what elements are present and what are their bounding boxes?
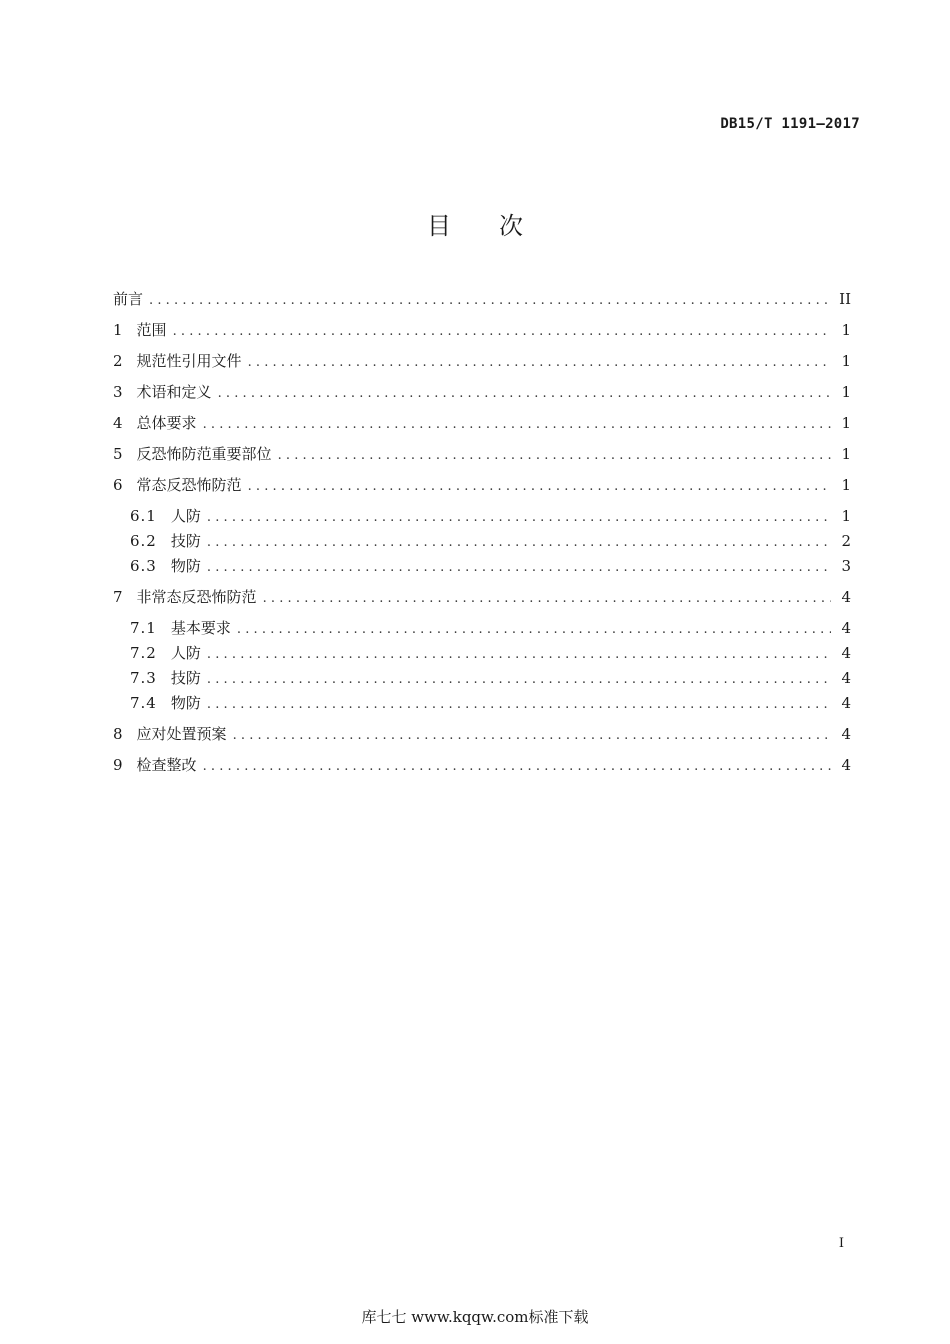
toc-entry-page: 4 <box>841 756 851 774</box>
toc-entry-number: 7 <box>113 588 123 606</box>
toc-leader-dots <box>278 443 831 468</box>
toc-leader-dots <box>149 288 831 313</box>
toc-entry-page: 4 <box>841 588 851 606</box>
toc-entry-number: 2 <box>113 352 123 370</box>
toc-entry-number: 5 <box>113 445 123 463</box>
toc-entry-4[interactable] <box>113 411 851 436</box>
toc-entry-page: 2 <box>841 532 851 550</box>
toc-entry-page: 3 <box>841 557 851 575</box>
toc-entry-label: 基本要求 <box>170 619 231 637</box>
toc-entry-7-3[interactable] <box>113 666 851 691</box>
toc-entry-6-1[interactable] <box>113 504 851 529</box>
toc-entry-9[interactable] <box>113 753 851 778</box>
toc-entry-label: 前言 <box>113 290 144 308</box>
toc-leader-dots <box>207 505 831 530</box>
toc-entry-label: 术语和定义 <box>136 383 212 401</box>
toc-entry-label: 非常态反恐怖防范 <box>136 588 257 606</box>
toc-entry-label: 反恐怖防范重要部位 <box>136 445 272 463</box>
toc-leader-dots <box>218 381 831 406</box>
toc-leader-dots <box>263 586 831 611</box>
toc-entry-6-3[interactable] <box>113 554 851 579</box>
toc-leader-dots <box>207 530 831 555</box>
toc-entry-label: 规范性引用文件 <box>136 352 242 370</box>
toc-entry-page: 4 <box>841 669 851 687</box>
toc-entry-page: 4 <box>841 644 851 662</box>
toc-leader-dots <box>233 723 831 748</box>
toc-entry-1[interactable] <box>113 318 851 343</box>
toc-leader-dots <box>207 555 831 580</box>
toc-entry-6[interactable] <box>113 473 851 498</box>
toc-leader-dots <box>207 692 831 717</box>
toc-entry-number: 3 <box>113 383 123 401</box>
toc-entry-2[interactable] <box>113 349 851 374</box>
toc-leader-dots <box>173 319 831 344</box>
toc-entry-page: 1 <box>841 445 851 463</box>
toc-entry-page: 4 <box>841 619 851 637</box>
toc-entry-page: 1 <box>841 352 851 370</box>
toc-entry-number: 7.1 <box>130 619 157 637</box>
page-folio: I <box>838 1236 844 1251</box>
toc-entry-number: 6 <box>113 476 123 494</box>
toc-entry-label: 人防 <box>170 507 201 525</box>
toc-entry-7-1[interactable] <box>113 616 851 641</box>
toc-entry-label: 检查整改 <box>136 756 197 774</box>
toc-leader-dots <box>237 617 831 642</box>
page-title: 目次 <box>427 212 571 240</box>
toc-entry-label: 技防 <box>170 532 201 550</box>
toc-entry-page: 1 <box>841 383 851 401</box>
toc-entry-number: 1 <box>113 321 123 339</box>
toc-entry-page: 1 <box>841 414 851 432</box>
footer-watermark-text: 库七七 www.kqqw.com标准下载 <box>361 1308 589 1326</box>
toc-entry-number: 9 <box>113 756 123 774</box>
toc-entry-label: 总体要求 <box>136 414 197 432</box>
toc-entry-8[interactable] <box>113 722 851 747</box>
toc-entry-foreword[interactable] <box>113 287 851 312</box>
toc-entry-page: 1 <box>841 321 851 339</box>
toc-entry-number: 7.2 <box>130 644 157 662</box>
toc-entry-page: II <box>839 290 851 308</box>
toc-entry-5[interactable] <box>113 442 851 467</box>
toc-entry-label: 应对处置预案 <box>136 725 227 743</box>
toc-leader-dots <box>248 350 831 375</box>
toc-entry-page: 1 <box>841 507 851 525</box>
toc-entry-7[interactable] <box>113 585 851 610</box>
toc-entry-page: 1 <box>841 476 851 494</box>
toc-entry-number: 6.2 <box>130 532 157 550</box>
toc-leader-dots <box>248 474 831 499</box>
toc-entry-7-2[interactable] <box>113 641 851 666</box>
toc-entry-7-4[interactable] <box>113 691 851 716</box>
toc-entry-3[interactable] <box>113 380 851 405</box>
toc-entry-number: 7.4 <box>130 694 157 712</box>
toc-leader-dots <box>203 754 831 779</box>
toc-entry-number: 6.3 <box>130 557 157 575</box>
toc-entry-6-2[interactable] <box>113 529 851 554</box>
toc-entry-number: 7.3 <box>130 669 157 687</box>
table-of-contents <box>113 287 851 778</box>
toc-entry-number: 6.1 <box>130 507 157 525</box>
standard-code: DB15/T 1191—2017 <box>720 116 860 132</box>
toc-entry-label: 物防 <box>170 694 201 712</box>
toc-entry-page: 4 <box>841 725 851 743</box>
toc-entry-page: 4 <box>841 694 851 712</box>
toc-entry-label: 常态反恐怖防范 <box>136 476 242 494</box>
toc-leader-dots <box>207 642 831 667</box>
toc-leader-dots <box>207 667 831 692</box>
toc-entry-label: 技防 <box>170 669 201 687</box>
toc-entry-label: 物防 <box>170 557 201 575</box>
toc-entry-label: 人防 <box>170 644 201 662</box>
toc-entry-label: 范围 <box>136 321 167 339</box>
toc-leader-dots <box>203 412 831 437</box>
toc-entry-number: 8 <box>113 725 123 743</box>
toc-entry-number: 4 <box>113 414 123 432</box>
